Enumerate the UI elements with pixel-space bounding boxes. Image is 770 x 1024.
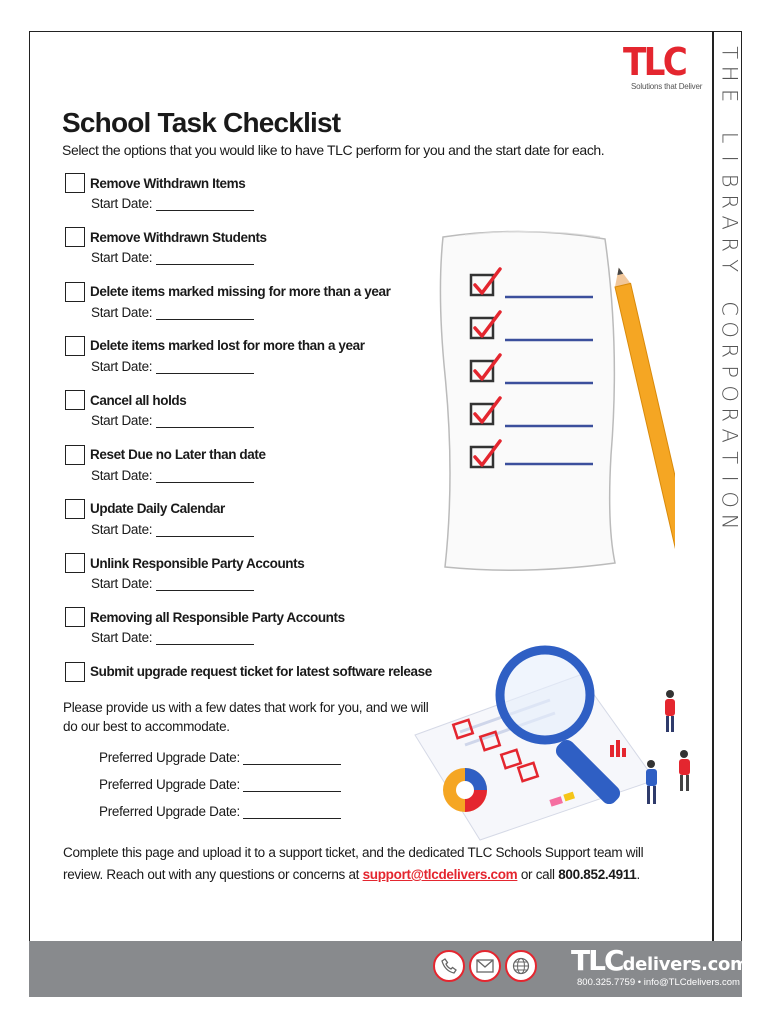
closing-paragraph [63, 842, 653, 886]
phone-icon[interactable] [433, 950, 465, 982]
start-date-field[interactable] [156, 308, 254, 320]
side-brand-letter: E [717, 88, 742, 102]
task-label: Update Daily Calendar [90, 501, 225, 517]
side-brand-letter: L [717, 131, 742, 144]
preferred-date-field[interactable] [243, 780, 341, 792]
task-row [65, 173, 495, 193]
side-brand-letter: R [717, 237, 742, 252]
task-row [65, 607, 495, 627]
side-brand-text [716, 42, 742, 532]
email-icon[interactable] [469, 950, 501, 982]
task-label: Reset Due no Later than date [90, 447, 266, 462]
preferred-date-3 [99, 804, 341, 819]
preferred-date-field[interactable] [243, 753, 341, 765]
side-brand-letter: R [717, 407, 742, 422]
task-label: Submit upgrade request ticket for latest software release [90, 664, 432, 680]
side-brand-letter: T [717, 46, 742, 60]
side-brand-letter: C [717, 300, 742, 316]
page-subtitle: Select the options that you would like to have TLC perform for you and the start date for each. [62, 142, 605, 158]
footer-contact: 800.325.7759 • info@TLCdelivers.com [577, 977, 740, 988]
task-checkbox[interactable] [65, 499, 85, 519]
preferred-date-label: Preferred Upgrade Date: [99, 750, 240, 765]
closing-text-middle: or call [517, 867, 559, 882]
start-date-label: Start Date: [91, 576, 153, 592]
page-title: School Task Checklist [62, 107, 341, 138]
side-brand-letter: R [717, 343, 742, 359]
task-label: Delete items marked lost for more than a year [90, 338, 365, 354]
preferred-date-field[interactable] [243, 807, 341, 819]
task-checkbox[interactable] [65, 553, 85, 573]
task-checkbox[interactable] [65, 227, 85, 247]
start-date-label: Start Date: [91, 413, 153, 429]
task-label: Removing all Responsible Party Accounts [90, 609, 345, 625]
task-label: Remove Withdrawn Students [90, 229, 267, 245]
preferred-date-label: Preferred Upgrade Date: [99, 777, 240, 792]
start-date-field[interactable] [156, 362, 254, 374]
task-checkbox[interactable] [65, 173, 85, 193]
start-date-field[interactable] [156, 633, 254, 645]
closing-text: Complete this page and upload it to a support ticket, and the dedicated TLC Schools Support team will review. Reach out with any questions or concerns at [63, 845, 644, 882]
side-brand-letter: N [717, 513, 742, 530]
start-date-field[interactable] [156, 416, 254, 428]
task-checkbox[interactable] [65, 390, 85, 410]
side-brand-letter: A [717, 215, 742, 231]
side-brand-letter: I [717, 156, 742, 163]
support-email-link[interactable]: support@tlcdelivers.com [362, 867, 518, 882]
task-label: Delete items marked missing for more than a year [90, 284, 391, 300]
logo-text: TLC [623, 40, 686, 84]
preferred-date-2 [99, 777, 341, 792]
magnifier-illustration [400, 640, 700, 845]
side-brand-letter: O [717, 491, 742, 509]
checklist-illustration [425, 225, 675, 585]
task-checkbox[interactable] [65, 662, 85, 682]
logo-tagline: Solutions that Deliver [631, 82, 703, 91]
start-date-row [91, 196, 495, 211]
side-brand-letter: P [717, 365, 742, 379]
preferred-date-1 [99, 750, 341, 765]
side-brand-letter: T [717, 450, 742, 464]
side-brand-letter: O [717, 385, 742, 402]
task-checkbox[interactable] [65, 282, 85, 302]
start-date-label: Start Date: [91, 250, 153, 266]
side-brand-letter: A [717, 428, 742, 444]
footer-brand[interactable] [571, 944, 749, 977]
side-divider [712, 31, 714, 941]
start-date-field[interactable] [156, 471, 254, 483]
start-date-label: Start Date: [91, 521, 153, 537]
side-brand-letter: I [717, 475, 742, 482]
task-item [65, 173, 495, 211]
start-date-label: Start Date: [91, 630, 153, 646]
start-date-label: Start Date: [91, 196, 153, 211]
tlc-logo [623, 40, 713, 93]
task-label: Cancel all holds [90, 392, 187, 408]
start-date-label: Start Date: [91, 467, 153, 483]
footer-bar [29, 941, 749, 997]
task-label: Unlink Responsible Party Accounts [90, 555, 305, 571]
footer-brand-tlc: TLC [571, 944, 623, 977]
task-label: Remove Withdrawn Items [90, 175, 246, 191]
start-date-label: Start Date: [91, 304, 153, 320]
start-date-field[interactable] [156, 525, 254, 537]
task-checkbox[interactable] [65, 607, 85, 627]
task-checkbox[interactable] [65, 336, 85, 356]
side-brand-letter: Y [717, 259, 742, 273]
closing-text-end: . [636, 867, 640, 882]
start-date-label: Start Date: [91, 358, 153, 374]
globe-icon[interactable] [505, 950, 537, 982]
upgrade-instructions: Please provide us with a few dates that work for you, and we will do our best to accommodate. [63, 700, 429, 734]
side-brand-letter: B [717, 173, 742, 188]
support-phone: 800.852.4911 [558, 867, 637, 882]
preferred-date-label: Preferred Upgrade Date: [99, 804, 240, 819]
side-brand-letter: H [717, 66, 742, 82]
task-checkbox[interactable] [65, 445, 85, 465]
start-date-field[interactable] [156, 253, 254, 265]
side-brand-letter: R [717, 194, 742, 210]
footer-brand-delivers: delivers.com [622, 954, 749, 975]
start-date-field[interactable] [156, 579, 254, 591]
start-date-field[interactable] [156, 199, 254, 211]
side-brand-letter: O [717, 321, 742, 338]
